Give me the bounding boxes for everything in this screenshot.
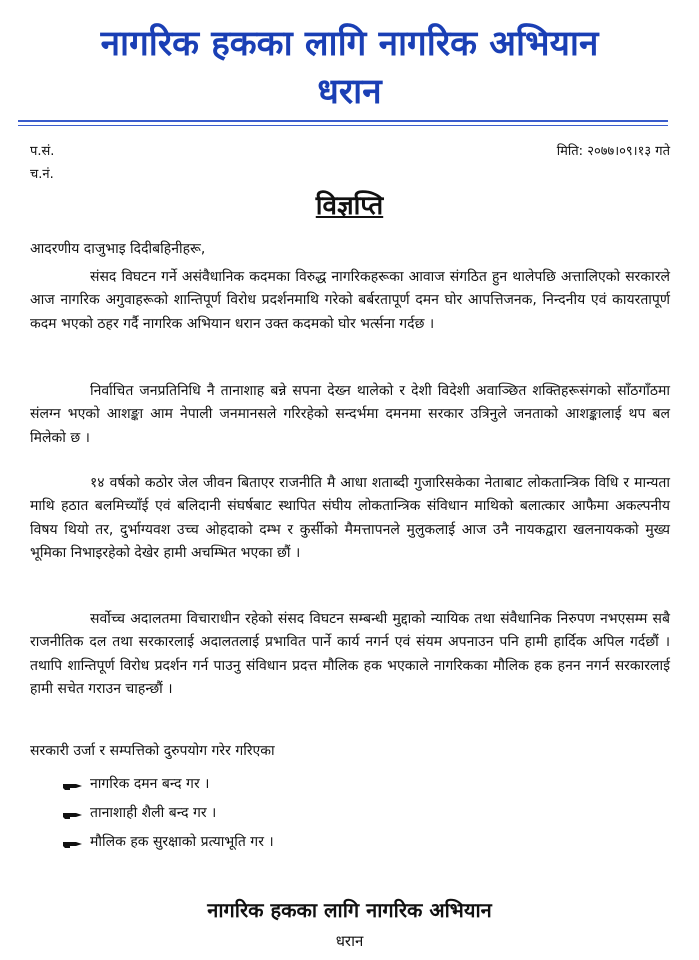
reference-number-label: प.सं. [30, 144, 55, 159]
letterhead-divider [18, 120, 668, 122]
date-label: मिति: २०७७।०९।१३ गते [556, 144, 670, 159]
demand-text: मौलिक हक सुरक्षाको प्रत्याभूति गर । [90, 834, 274, 850]
letterhead-divider-thin [18, 125, 668, 126]
paragraph-1: संसद विघटन गर्ने असंवैधानिक कदमका विरुद्ध नागरिकहरूका आवाज संगठित हुन थालेपछि अत्तालिएको सरकारले आज नागरिक अगुवाहरूको शान्तिपूर्ण विरोध प्रदर्शनमाथि गरेको बर्बरतापूर्ण दमन घोर आपत्तिजनक, निन्दनीय एवं कायरतापूर्ण कदम भएको ठहर गर्दै नागरिक अभियान धरान उक्त कदमको घोर भर्त्सना गर्दछ । [30, 269, 670, 332]
list-item [62, 799, 622, 828]
demand-text: तानाशाही शैली बन्द गर । [90, 805, 217, 821]
salutation: आदरणीय दाजुभाइ दिदीबहिनीहरू, [30, 241, 206, 257]
paragraph-3: १४ वर्षको कठोर जेल जीवन बिताएर राजनीति मै आधा शताब्दी गुजारिसकेका नेताबाट लोकतान्त्रिक विधि र मान्यता माथि हठात बलमिच्याँई एवं बलिदानी संघर्षबाट स्थापित संघीय लोकतान्त्रिक संविधान माथिको बलात्कार आफैमा अकल्पनीय विषय थियो तर, दुर्भाग्यवश उच्च ओहदाको दम्भ र कुर्सीको मैमत्तापनले मुलुकलाई आज उनै नायकद्वारा खलनायकको मुख्य भूमिका निभाइरहेको देखेर हामी अचम्भित भएका छौं । [30, 475, 670, 561]
heading-text: विज्ञप्ति [315, 191, 384, 221]
document-heading [0, 186, 699, 222]
demand-text: नागरिक दमन बन्द गर । [90, 776, 210, 792]
pointing-hand-icon [62, 778, 84, 792]
letterhead-city: धरान [317, 72, 382, 112]
signature-organization: नागरिक हकका लागि नागरिक अभियान [207, 898, 492, 922]
list-item [62, 770, 622, 799]
list-item [62, 828, 622, 857]
signature-city: धरान [335, 932, 364, 950]
demands-intro: सरकारी उर्जा र सम्पत्तिको दुरुपयोग गरेर गरिएका [30, 743, 275, 759]
paragraph-2: निर्वाचित जनप्रतिनिधि नै तानाशाह बन्ने सपना देख्न थालेको र देशी विदेशी अवाञ्छित शक्तिहरूसंगको साँठगाँठमा संलग्न भएको आशङ्का आम नेपाली जनमानसले गरिरहेको सन्दर्भमा दमनमा सरकार उत्रिनुले जनताको आशङ्कालाई थप बल मिलेको छ । [30, 383, 670, 446]
dispatch-number-label: च.नं. [30, 167, 54, 182]
pointing-hand-icon [62, 836, 84, 850]
letterhead-title: नागरिक हकका लागि नागरिक अभियान [100, 24, 599, 64]
paragraph-4: सर्वोच्च अदालतमा विचाराधीन रहेको संसद विघटन सम्बन्धी मुद्दाको न्यायिक तथा संवैधानिक निरुपण नभएसम्म सबै राजनीतिक दल तथा सरकारलाई अदालतलाई प्रभावित पार्ने कार्य नगर्न एवं संयम अपनाउन पनि हामी हार्दिक अपिल गर्दछौं । तथापि शान्तिपूर्ण विरोध प्रदर्शन गर्न पाउनु संविधान प्रदत्त मौलिक हक भएकाले नागरिकका मौलिक हक हनन नगर्न सरकारलाई हामी सचेत गराउन चाहन्छौं । [30, 611, 670, 697]
pointing-hand-icon [62, 807, 84, 821]
demands-list [62, 770, 622, 857]
